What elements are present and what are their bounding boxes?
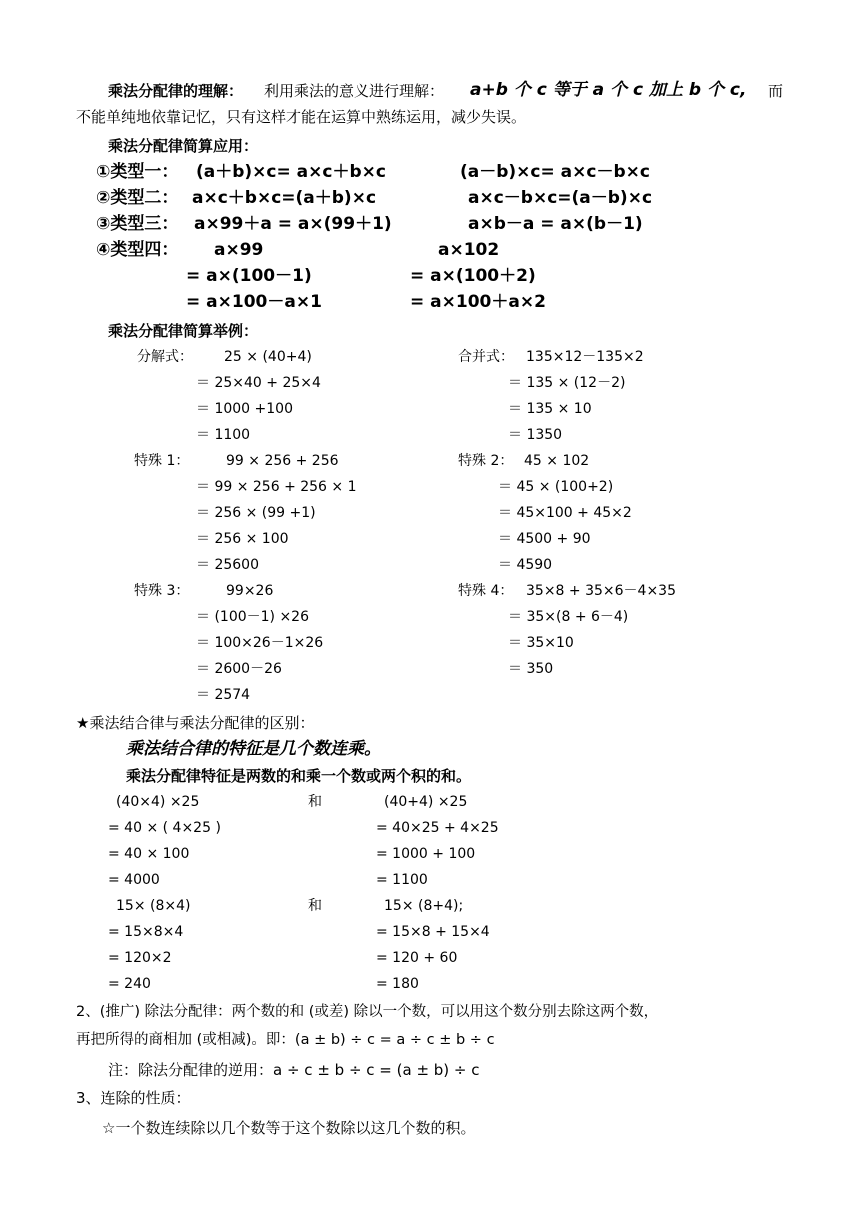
intro-text: 利用乘法的意义进行理解： bbox=[264, 82, 445, 100]
ex3-line: ＝ 99 × 256 + 256 × 1 bbox=[196, 479, 357, 495]
type3-label: ③类型三： bbox=[96, 214, 179, 234]
type3-left: a×99＋a = a×(99＋1) bbox=[194, 214, 392, 234]
pair2-right-line: = 120 + 60 bbox=[376, 950, 458, 966]
type1-label: ①类型一： bbox=[96, 162, 179, 182]
pair1-right-line: = 1100 bbox=[376, 872, 428, 888]
type2-left: a×c＋b×c=(a＋b)×c bbox=[192, 188, 377, 208]
type2-label: ②类型二： bbox=[96, 188, 179, 208]
ex6-line: ＝ 35×(8 + 6－4) bbox=[508, 609, 629, 625]
ex3-line: ＝ 256 × 100 bbox=[196, 531, 289, 547]
continuous-text: ☆一个数连续除以几个数等于这个数除以这几个数的积。 bbox=[102, 1119, 476, 1137]
pair1-right-line: = 40×25 + 4×25 bbox=[376, 820, 499, 836]
type2-right: a×c－b×c=(a－b)×c bbox=[468, 188, 653, 208]
distinction-heading: ★乘法结合律与乘法分配律的区别： bbox=[76, 714, 315, 732]
assoc-feature: 乘法结合律的特征是几个数连乘。 bbox=[126, 739, 381, 759]
ex6-line: ＝ 35×10 bbox=[508, 635, 574, 651]
division-note: 注：除法分配律的逆用：a ÷ c ± b ÷ c = (a ± b) ÷ c bbox=[108, 1061, 480, 1079]
ex5-line: ＝ 100×26－1×26 bbox=[196, 635, 324, 651]
type4-right-2: = a×(100＋2) bbox=[410, 266, 536, 286]
ex1-line: 25 × (40+4) bbox=[224, 349, 312, 365]
pair1-and: 和 bbox=[308, 794, 322, 810]
pair1-left-line: = 40 × ( 4×25 ) bbox=[108, 820, 221, 836]
ex3-line: ＝ 25600 bbox=[196, 557, 259, 573]
type4-right-1: a×102 bbox=[438, 240, 500, 260]
pair2-left-line: = 15×8×4 bbox=[108, 924, 184, 940]
ex2-line: 135×12－135×2 bbox=[526, 349, 644, 365]
pair1-left-line: = 40 × 100 bbox=[108, 846, 190, 862]
ex1-line: ＝ 1100 bbox=[196, 427, 251, 443]
ex2-line: ＝ 135 × 10 bbox=[508, 401, 592, 417]
type4-right-3: = a×100＋a×2 bbox=[410, 292, 546, 312]
pair2-right-line: 15× (8+4); bbox=[384, 898, 464, 914]
pair2-and: 和 bbox=[308, 898, 322, 914]
apply-heading: 乘法分配律简算应用： bbox=[108, 137, 259, 155]
pair2-left-line: = 240 bbox=[108, 976, 151, 992]
type4-left-3: = a×100－a×1 bbox=[186, 292, 322, 312]
division-line-2: 再把所得的商相加 (或相减)。即：(a ± b) ÷ c = a ÷ c ± b ÷ c bbox=[76, 1032, 495, 1048]
ex1-line: ＝ 1000 +100 bbox=[196, 401, 293, 417]
type1-right: (a－b)×c= a×c－b×c bbox=[460, 162, 650, 182]
pair2-left-line: = 120×2 bbox=[108, 950, 172, 966]
pair1-right-line: (40+4) ×25 bbox=[384, 794, 468, 810]
ex5-line: ＝ 2600－26 bbox=[196, 661, 282, 677]
pair2-right-line: = 15×8 + 15×4 bbox=[376, 924, 490, 940]
examples-heading: 乘法分配律简算举例： bbox=[108, 322, 259, 340]
ex3-line: 99 × 256 + 256 bbox=[226, 453, 339, 469]
ex4-line: 45 × 102 bbox=[524, 453, 590, 469]
ex5-label: 特殊 3： bbox=[134, 583, 190, 599]
ex5-line: ＝ 2574 bbox=[196, 687, 251, 703]
ex4-line: ＝ 45 × (100+2) bbox=[498, 479, 614, 495]
ex4-label: 特殊 2： bbox=[458, 453, 514, 469]
intro-text-end: 而 bbox=[768, 82, 784, 100]
continuous-heading: 3、连除的性质： bbox=[76, 1089, 191, 1107]
pair2-right-line: = 180 bbox=[376, 976, 419, 992]
pair1-left-line: (40×4) ×25 bbox=[116, 794, 200, 810]
type4-left-2: = a×(100－1) bbox=[186, 266, 312, 286]
ex3-label: 特殊 1： bbox=[134, 453, 190, 469]
type1-left: (a＋b)×c= a×c＋b×c bbox=[196, 162, 386, 182]
distrib-feature: 乘法分配律特征是两数的和乘一个数或两个积的和。 bbox=[126, 767, 472, 785]
type4-left-1: a×99 bbox=[214, 240, 264, 260]
ex6-label: 特殊 4： bbox=[458, 583, 514, 599]
ex2-label: 合并式： bbox=[458, 349, 514, 365]
intro-formula: a+b 个 c 等于 a 个 c 加上 b 个 c, bbox=[470, 80, 747, 100]
division-line-1: 2、(推广) 除法分配律：两个数的和 (或差) 除以一个数，可以用这个数分别去除这两个数， bbox=[76, 1004, 659, 1020]
ex6-line: 35×8 + 35×6－4×35 bbox=[526, 583, 676, 599]
ex5-line: 99×26 bbox=[226, 583, 274, 599]
ex1-line: ＝ 25×40 + 25×4 bbox=[196, 375, 321, 391]
pair1-left-line: = 4000 bbox=[108, 872, 160, 888]
ex4-line: ＝ 4500 + 90 bbox=[498, 531, 591, 547]
intro-text-2: 不能单纯地依靠记忆，只有这样才能在运算中熟练运用，减少失误。 bbox=[76, 108, 527, 126]
ex5-line: ＝ (100－1) ×26 bbox=[196, 609, 309, 625]
ex4-line: ＝ 45×100 + 45×2 bbox=[498, 505, 632, 521]
ex2-line: ＝ 135 × (12－2) bbox=[508, 375, 626, 391]
ex3-line: ＝ 256 × (99 +1) bbox=[196, 505, 316, 521]
pair1-right-line: = 1000 + 100 bbox=[376, 846, 476, 862]
ex2-line: ＝ 1350 bbox=[508, 427, 563, 443]
type4-label: ④类型四： bbox=[96, 240, 179, 260]
ex4-line: ＝ 4590 bbox=[498, 557, 553, 573]
ex6-line: ＝ 350 bbox=[508, 661, 554, 677]
ex1-label: 分解式： bbox=[137, 349, 193, 365]
type3-right: a×b－a = a×(b－1) bbox=[468, 214, 643, 234]
pair2-left-line: 15× (8×4) bbox=[116, 898, 191, 914]
intro-label: 乘法分配律的理解： bbox=[108, 82, 244, 100]
